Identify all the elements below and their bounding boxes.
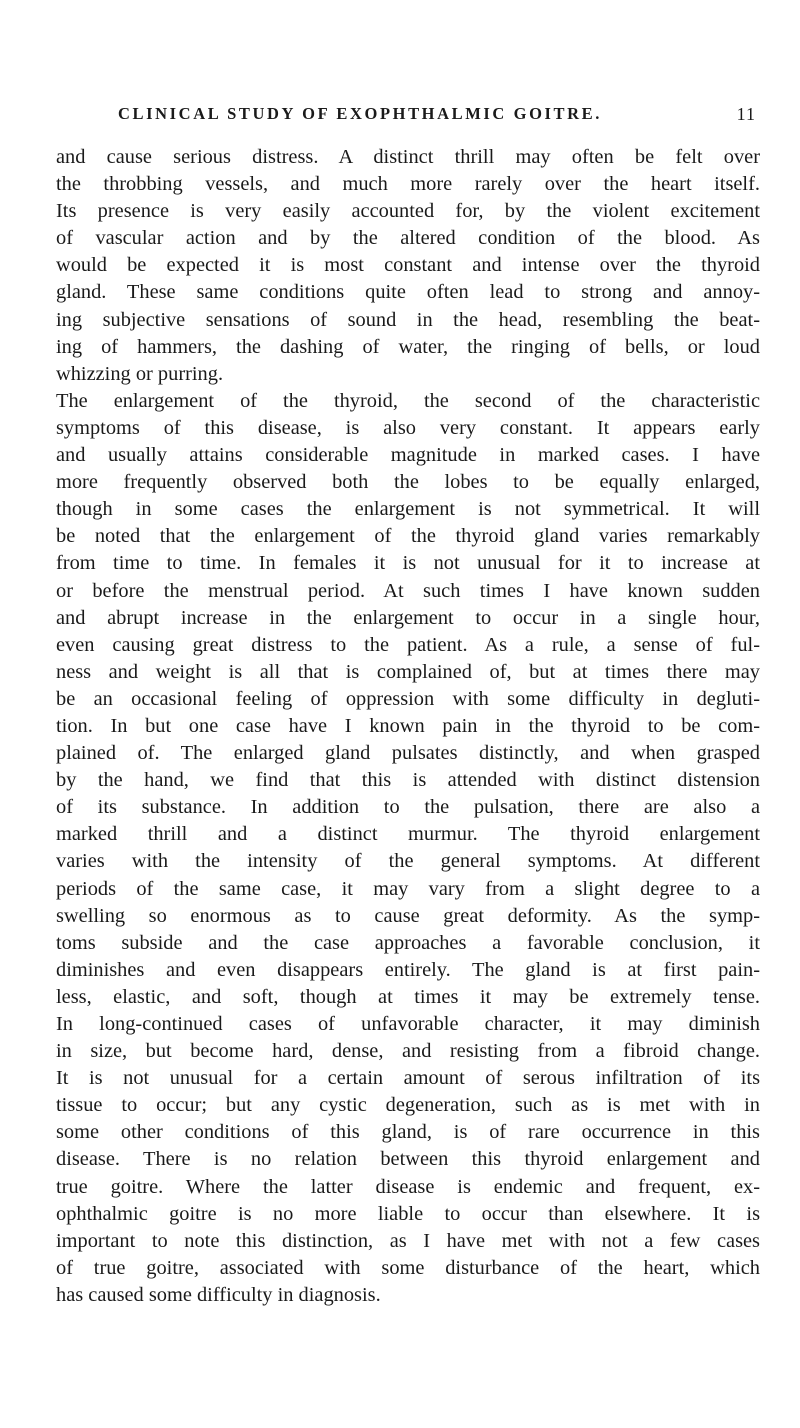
text-line: tion. In but one case have I known pain in the thyroid to be com- bbox=[56, 714, 760, 737]
text-line: or before the menstrual period. At such times I have known sudden bbox=[56, 579, 760, 602]
text-line: diminishes and even disappears entirely. The gland is at first pain- bbox=[56, 958, 760, 981]
text-line: symptoms of this disease, is also very constant. It appears early bbox=[56, 416, 760, 439]
text-line: ing of hammers, the dashing of water, the ringing of bells, or loud bbox=[56, 335, 760, 358]
text-line: would be expected it is most constant and intense over the thyroid bbox=[56, 254, 760, 277]
text-line: and abrupt increase in the enlargement to occur in a single hour, bbox=[56, 606, 760, 629]
text-line: ness and weight is all that is complained of, but at times there may bbox=[56, 660, 760, 683]
text-line: more frequently observed both the lobes to be equally enlarged, bbox=[56, 471, 760, 494]
text-line: tissue to occur; but any cystic degeneration, such as is met with in bbox=[56, 1094, 760, 1117]
text-line: disease. There is no relation between this thyroid enlargement and bbox=[56, 1148, 760, 1171]
text-line: in size, but become hard, dense, and resisting from a fibroid change. bbox=[56, 1040, 760, 1063]
text-line: ophthalmic goitre is no more liable to occur than elsewhere. It is bbox=[56, 1202, 760, 1225]
text-line: Its presence is very easily accounted for, by the violent excitement bbox=[56, 200, 760, 223]
text-line: of vascular action and by the altered condition of the blood. As bbox=[56, 227, 760, 250]
text-line: of true goitre, associated with some disturbance of the heart, which bbox=[56, 1256, 760, 1279]
text-line: though in some cases the enlargement is not symmetrical. It will bbox=[56, 498, 760, 521]
running-title: CLINICAL STUDY OF EXOPHTHALMIC GOITRE. bbox=[118, 104, 603, 123]
text-line: periods of the same case, it may vary from a slight degree to a bbox=[56, 877, 760, 900]
text-line: be noted that the enlargement of the thyroid gland varies remarkably bbox=[56, 525, 760, 548]
text-line: and cause serious distress. A distinct thrill may often be felt over bbox=[56, 146, 760, 168]
body-text bbox=[56, 144, 760, 1309]
text-line: marked thrill and a distinct murmur. The thyroid enlargement bbox=[56, 823, 760, 846]
text-line: The enlargement of the thyroid, the second of the characteristic bbox=[56, 389, 760, 412]
text-line: has caused some difficulty in diagnosis. bbox=[56, 1283, 381, 1306]
text-line: from time to time. In females it is not unusual for it to increase at bbox=[56, 552, 760, 575]
text-line: gland. These same conditions quite often lead to strong and annoy- bbox=[56, 281, 760, 304]
text-line: true goitre. Where the latter disease is endemic and frequent, ex- bbox=[56, 1175, 760, 1198]
text-line: and usually attains considerable magnitude in marked cases. I have bbox=[56, 444, 760, 467]
page-number: 11 bbox=[736, 104, 756, 124]
text-line: whizzing or purring. bbox=[56, 362, 224, 385]
text-line: swelling so enormous as to cause great deformity. As the symp- bbox=[56, 904, 760, 927]
text-line: even causing great distress to the patient. As a rule, a sense of ful- bbox=[56, 633, 760, 656]
text-line: be an occasional feeling of oppression with some difficulty in degluti- bbox=[56, 687, 760, 710]
text-line: varies with the intensity of the general symptoms. At different bbox=[56, 850, 760, 873]
text-line: plained of. The enlarged gland pulsates distinctly, and when grasped bbox=[56, 742, 760, 765]
text-line: some other conditions of this gland, is of rare occurrence in this bbox=[56, 1121, 760, 1144]
text-line: of its substance. In addition to the pulsation, there are also a bbox=[56, 796, 760, 819]
text-line: toms subside and the case approaches a favorable conclusion, it bbox=[56, 931, 760, 954]
text-line: It is not unusual for a certain amount of serous infiltration of its bbox=[56, 1067, 760, 1090]
text-line: In long-continued cases of unfavorable character, it may diminish bbox=[56, 1013, 760, 1035]
book-page bbox=[56, 104, 760, 1309]
running-head bbox=[56, 104, 756, 134]
text-line: ing subjective sensations of sound in the head, resembling the beat- bbox=[56, 308, 760, 331]
text-line: less, elastic, and soft, though at times it may be extremely tense. bbox=[56, 985, 760, 1008]
text-line: important to note this distinction, as I have met with not a few cases bbox=[56, 1229, 760, 1252]
text-line: the throbbing vessels, and much more rarely over the heart itself. bbox=[56, 173, 760, 196]
text-line: by the hand, we find that this is attended with distinct distension bbox=[56, 769, 760, 792]
